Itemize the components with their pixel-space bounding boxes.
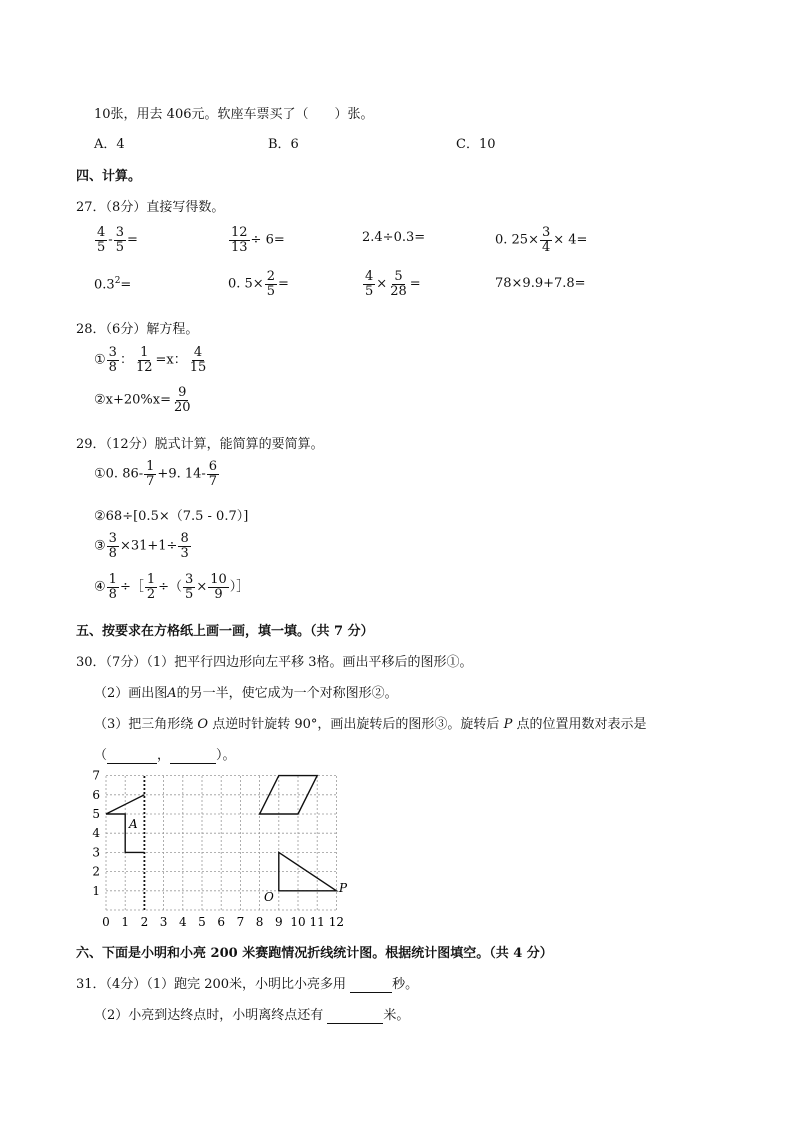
fraction: $\frac{4}{15}$ <box>189 345 207 375</box>
y-tick-label: 6 <box>92 787 100 802</box>
q30-line-2: （2）画出图A的另一半，使它成为一个对称图形②。 <box>94 686 398 701</box>
q28-header: 28．（6分）解方程。 <box>76 322 199 337</box>
fraction: $\frac{4}{5}$ <box>365 269 374 299</box>
half-figure-a <box>106 795 144 853</box>
fraction: $\frac{2}{5}$ <box>266 269 275 299</box>
x-tick-label: 12 <box>328 915 345 929</box>
q26-option-c: C．10 <box>456 137 496 152</box>
q30-answer-line: （ ， ）。 <box>94 748 236 763</box>
fraction: $\frac{1}{7}$ <box>146 459 155 489</box>
fraction: $\frac{9}{20}$ <box>174 385 191 415</box>
x-axis-labels <box>102 915 344 929</box>
x-tick-label: 9 <box>274 915 283 929</box>
x-tick-label: 5 <box>198 915 206 929</box>
fraction: $\frac{3}{8}$ <box>108 345 117 375</box>
x-tick-label: 8 <box>255 915 264 929</box>
y-tick-label: 2 <box>92 864 100 879</box>
grid-lines <box>106 776 336 910</box>
y-tick-label: 7 <box>92 768 100 783</box>
y-tick-label: 3 <box>92 845 100 860</box>
q29-problem-2: ②68÷[0.5×（7.5 - 0.7）] <box>94 509 249 524</box>
q27-item-7: $\frac{4}{5}$ × $\frac{5}{28}$ = <box>365 269 421 299</box>
q27-item-2: $\frac{12}{13}$ ÷ 6= <box>231 225 285 255</box>
q29-header: 29．（12分）脱式计算，能简算的要简算。 <box>76 437 324 452</box>
label-a: A <box>129 817 138 831</box>
x-tick-label: 6 <box>217 915 226 929</box>
label-p: P <box>339 881 348 895</box>
label-o: O <box>264 890 274 904</box>
q26-option-a: A．4 <box>94 137 125 152</box>
q27-item-3: 2.4÷0.3= <box>362 230 426 245</box>
fraction: $\frac{8}{3}$ <box>180 531 189 561</box>
q30-line-3: （3）把三角形绕 O 点逆时针旋转 90°，画出旋转后的图形③。旋转后 P 点的位置用数对表示是 <box>94 717 647 732</box>
q27-item-4: 0. 25× $\frac{3}{4}$ × 4= <box>495 225 588 255</box>
q31-line-2: （2）小亮到达终点时，小明离终点还有 米。 <box>94 1008 410 1023</box>
q28-eq-2: ②x+20%x= $\frac{9}{20}$ <box>94 385 191 415</box>
q29-problem-3: ③ $\frac{3}{8}$ ×31+1÷ $\frac{8}{3}$ <box>94 531 189 561</box>
y-tick-label: 5 <box>92 807 100 821</box>
fraction: $\frac{1}{8}$ <box>108 572 117 602</box>
fraction: $\frac{3}{5}$ <box>185 572 194 602</box>
y-tick-label: 4 <box>92 826 100 841</box>
x-tick-label: 0 <box>102 915 110 929</box>
fraction: $\frac{1}{12}$ <box>135 345 153 375</box>
section4-title: 四、计算。 <box>76 169 142 184</box>
x-tick-label: 4 <box>178 915 187 929</box>
fraction: $\frac{5}{28}$ <box>390 269 407 299</box>
q27-header: 27．（8分）直接写得数。 <box>76 200 225 215</box>
q28-eq-1: ① $\frac{3}{8}$ ： $\frac{1}{12}$ =x： $\frac{4}{15}$ <box>94 345 207 375</box>
x-tick-label: 2 <box>140 915 149 929</box>
fraction: $\frac{6}{7}$ <box>208 459 218 489</box>
fraction: $\frac{1}{2}$ <box>146 572 156 602</box>
section6-title: 六、下面是小明和小亮 200 米赛跑情况折线统计图。根据统计图填空。（共 4 分） <box>76 946 553 961</box>
section5-title: 五、按要求在方格纸上画一画，填一填。（共 7 分） <box>76 624 374 639</box>
fraction: $\frac{3}{5}$ <box>115 225 124 255</box>
answer-blank[interactable] <box>327 1008 383 1024</box>
fraction: $\frac{3}{4}$ <box>541 225 551 255</box>
grid-figure[interactable] <box>86 742 346 932</box>
x-tick-label: 7 <box>236 915 245 929</box>
x-tick-label: 1 <box>121 915 130 929</box>
q29-problem-4: ④ $\frac{1}{8}$ ÷［ $\frac{1}{2}$ ÷（ $\frac{3}{5}$ × $\frac{10}{9}$ ）］ <box>94 572 250 602</box>
parallelogram <box>260 776 318 814</box>
fraction: $\frac{4}{5}$ <box>97 225 106 255</box>
q27-item-6: 0. 5× $\frac{2}{5}$ = <box>228 269 289 299</box>
fraction: $\frac{10}{9}$ <box>210 572 227 602</box>
x-tick-label: 11 <box>309 915 325 929</box>
q26-option-b: B．6 <box>268 137 299 152</box>
q31-line-1: 31．（4分）（1）跑完 200米，小明比小亮多用 秒。 <box>76 977 419 992</box>
q26-text: 10张，用去 406元。软座车票买了（ ）张。 <box>94 107 374 122</box>
q29-problem-1: ①0. 86- $\frac{1}{7}$ +9. 14- $\frac{6}{7}$ <box>94 459 218 489</box>
x-tick-label: 10 <box>290 915 306 929</box>
fraction: $\frac{3}{8}$ <box>108 531 117 561</box>
q27-item-1: $\frac{4}{5}$ - $\frac{3}{5}$ = <box>97 225 138 255</box>
q27-item-5: $0.3^2=$ <box>94 276 132 293</box>
q27-item-8: 78×9.9+7.8= <box>495 276 586 291</box>
fraction: $\frac{12}{13}$ <box>231 225 248 255</box>
x-tick-label: 3 <box>159 915 168 929</box>
q30-line-1: 30．（7分）（1）把平行四边形向左平移 3格。画出平移后的图形①。 <box>76 655 473 670</box>
y-tick-label: 1 <box>92 883 100 898</box>
answer-blank[interactable] <box>350 977 392 993</box>
y-axis-labels <box>92 769 100 898</box>
